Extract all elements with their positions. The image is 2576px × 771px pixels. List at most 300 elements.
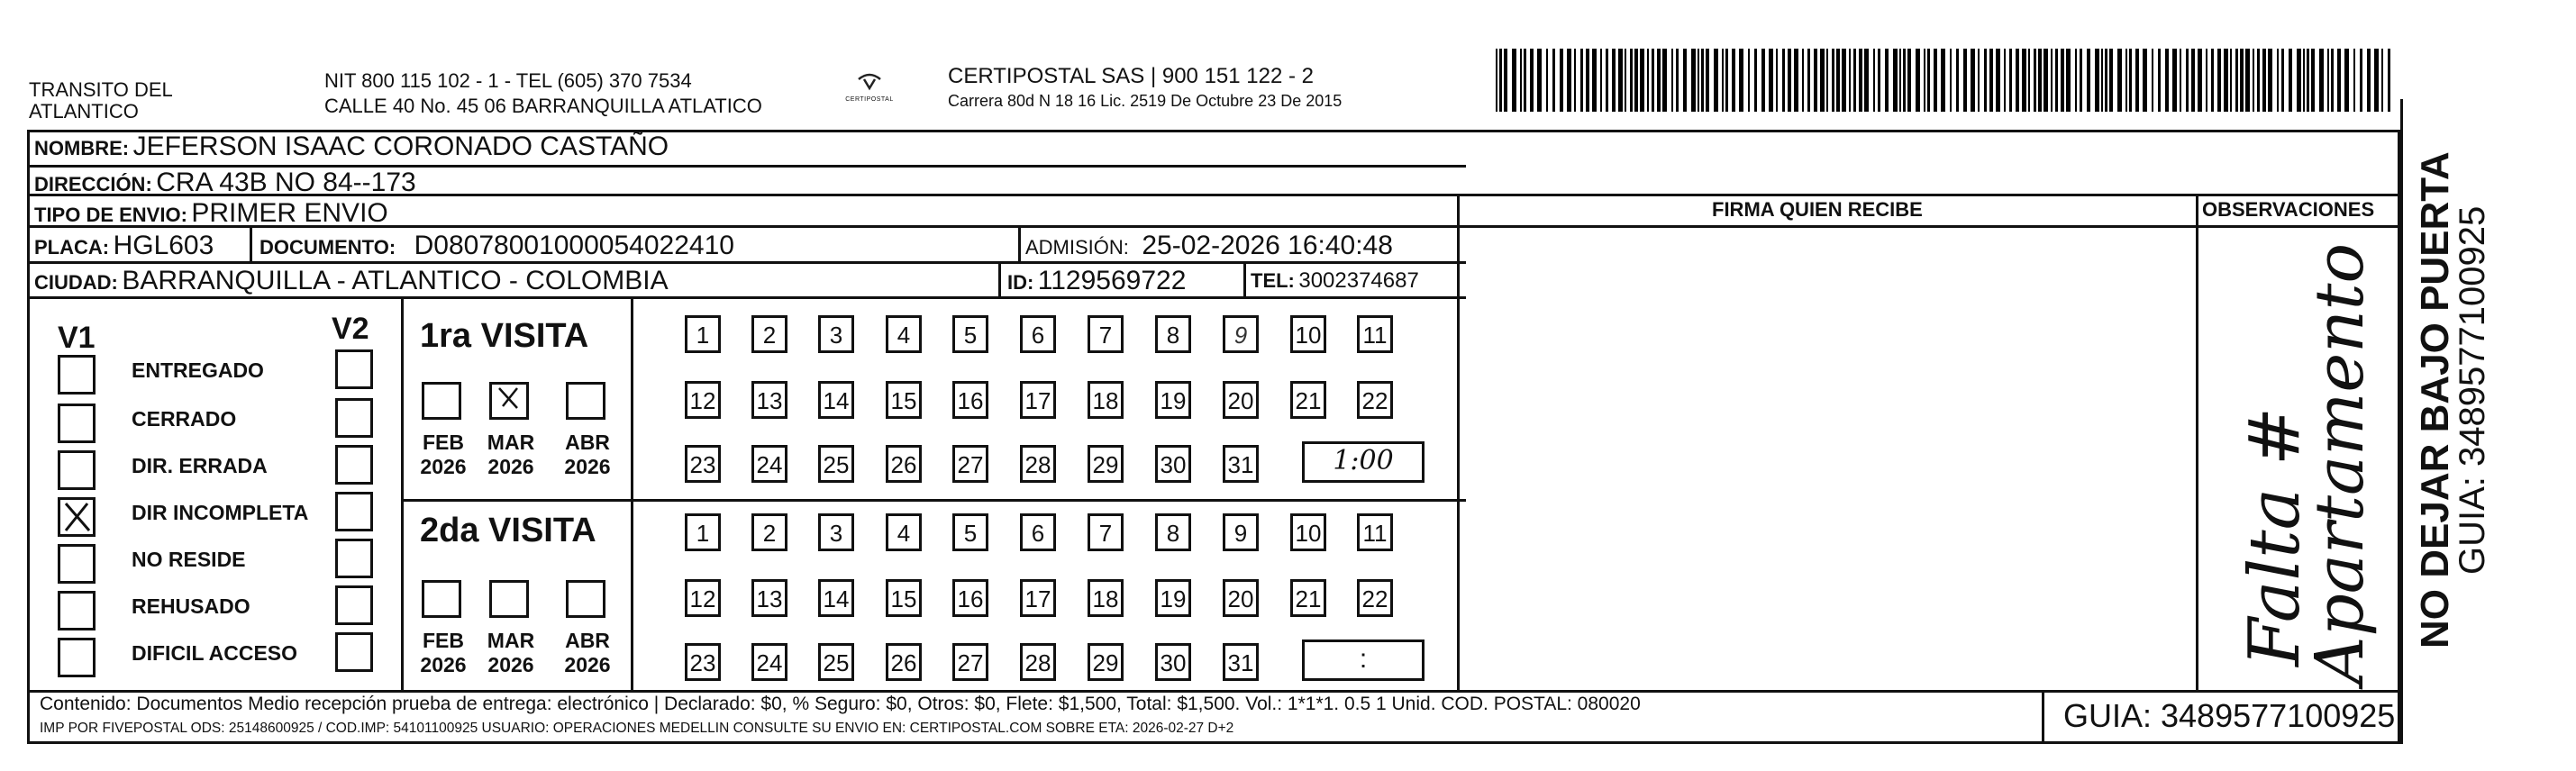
address-row [34, 168, 416, 198]
month-year: 2026 [564, 653, 611, 676]
barcode-bar [1676, 49, 1679, 112]
barcode-bar [1814, 49, 1817, 112]
month-label [484, 629, 538, 677]
status-reason-label: REHUSADO [132, 594, 250, 618]
barcode-bar [1782, 49, 1785, 112]
barcode-bar [1924, 49, 1925, 112]
plate-row [34, 231, 214, 261]
day-box[interactable]: 23 [685, 643, 721, 681]
barcode-bar [1820, 49, 1825, 112]
barcode-bar [1748, 49, 1750, 112]
send-type: PRIMER ENVIO [191, 198, 388, 228]
barcode-bar [2075, 49, 2077, 112]
header-nit: NIT 800 115 102 - 1 - TEL (605) 370 7534 [324, 69, 692, 92]
barcode-bar [1600, 49, 1602, 112]
barcode-bar [1714, 49, 1718, 112]
document-value: D08078001000054022410 [414, 231, 734, 260]
barcode-bar [1899, 49, 1901, 112]
day-box[interactable]: 11 [1357, 315, 1393, 353]
barcode-bar [1934, 49, 1937, 112]
side-warning: NO DEJAR BAJO PUERTA [2413, 151, 2457, 649]
day-box[interactable]: 8 [1155, 513, 1191, 551]
barcode-bar [2344, 49, 2349, 112]
barcode-bar [2087, 49, 2090, 112]
day-box[interactable]: 6 [1020, 513, 1056, 551]
barcode-bar [1788, 49, 1791, 112]
day-box[interactable]: 27 [952, 445, 988, 483]
barcode-bar [1761, 49, 1765, 112]
barcode-bar [1537, 49, 1542, 112]
barcode-bar [1927, 49, 1930, 112]
day-box[interactable]: 14 [818, 579, 854, 617]
barcode-bar [2337, 49, 2341, 112]
status-reason-label: DIR. ERRADA [132, 454, 268, 477]
barcode-bar [2331, 49, 2334, 112]
barcode-bar [2055, 49, 2058, 112]
v1-checkbox[interactable] [58, 404, 96, 443]
day-box[interactable]: 5 [952, 315, 988, 353]
name-row [34, 132, 669, 162]
footer-content: Contenido: Documentos Medio recepción prueba de entrega: electrónico | Declarado: $0, % Seguro: $0, Otros: $0, Flete: $1,500, Total: $1,500. Vol.: 1*1*1. 0.5 1 Unid. COD. POSTAL: 080020 [40, 694, 1641, 714]
barcode-bar [1956, 49, 1959, 112]
day-box[interactable]: 28 [1020, 445, 1056, 483]
plate-value: HGL603 [113, 231, 214, 260]
v2-label: V2 [332, 312, 369, 346]
v2-checkbox[interactable] [335, 398, 373, 438]
barcode-bar [1849, 49, 1851, 112]
barcode-bar [1524, 49, 1526, 112]
barcode-bar [1873, 49, 1875, 112]
barcode-bar [1853, 49, 1856, 112]
day-box[interactable]: 13 [751, 579, 787, 617]
barcode-bar [1640, 49, 1644, 112]
day-box[interactable]: 7 [1088, 315, 1124, 353]
barcode-bar [1630, 49, 1633, 112]
day-box[interactable]: 15 [886, 381, 922, 419]
barcode-bar [2034, 49, 2036, 112]
barcode-bar [1826, 49, 1828, 112]
barcode-bar [2224, 49, 2228, 112]
document-row [259, 231, 734, 261]
barcode-bar [1732, 49, 1735, 112]
time-box[interactable]: : [1302, 639, 1425, 681]
barcode-bar [1592, 49, 1597, 112]
barcode-bar [2105, 49, 2107, 112]
barcode-bar [2016, 49, 2019, 112]
barcode-bar [1662, 49, 1667, 112]
barcode-bar [2257, 49, 2260, 112]
barcode-bar [2217, 49, 2221, 112]
barcode-bar [2109, 49, 2113, 112]
barcode-bar [2101, 49, 2103, 112]
address-label: DIRECCIÓN: [34, 173, 152, 195]
barcode-bar [1836, 49, 1840, 112]
barcode-bar [1842, 49, 1846, 112]
month-checkbox[interactable] [422, 382, 461, 420]
barcode-bar [1701, 49, 1704, 112]
day-box[interactable]: 17 [1020, 579, 1056, 617]
barcode-bar [2367, 49, 2371, 112]
barcode-bar [2297, 49, 2301, 112]
day-box[interactable]: 23 [685, 445, 721, 483]
barcode-bar [2044, 49, 2048, 112]
barcode-bar [1530, 49, 1534, 112]
barcode-bar [1671, 49, 1673, 112]
day-box[interactable]: 3 [818, 315, 854, 353]
day-box[interactable]: 11 [1357, 513, 1393, 551]
day-box[interactable]: 29 [1088, 445, 1124, 483]
barcode-bar [2281, 49, 2284, 112]
barcode-bar [2051, 49, 2053, 112]
barcode-bar [1586, 49, 1589, 112]
logo-icon [851, 70, 887, 92]
barcode-bar [2289, 49, 2292, 112]
barcode-bar [1546, 49, 1548, 112]
month-name: FEB [423, 431, 464, 454]
v2-checkbox[interactable] [335, 632, 373, 672]
barcode-bar [2061, 49, 2064, 112]
observations-header [2202, 198, 2374, 222]
day-box[interactable]: 20 [1223, 579, 1259, 617]
barcode-bar [2009, 49, 2012, 112]
org-line-1: TRANSITO DEL [29, 78, 173, 101]
day-box[interactable]: 22 [1357, 381, 1393, 419]
side-guia: GUIA: 3489577100925 [2453, 205, 2492, 575]
barcode-bar [1794, 49, 1798, 112]
day-box[interactable]: 9 [1223, 315, 1259, 353]
barcode-bar [1634, 49, 1638, 112]
barcode-bar [2353, 49, 2355, 112]
day-box[interactable]: 19 [1155, 381, 1191, 419]
barcode-bar [1978, 49, 1980, 112]
barcode-bar [1606, 49, 1608, 112]
month-checkbox[interactable] [489, 382, 529, 420]
v1-checkbox[interactable] [58, 544, 96, 584]
barcode-bar [2198, 49, 2202, 112]
day-box[interactable]: 15 [886, 579, 922, 617]
barcode-bar [1963, 49, 1967, 112]
barcode-bar [2388, 49, 2390, 112]
day-box[interactable]: 16 [952, 579, 988, 617]
month-checkbox[interactable] [489, 580, 529, 618]
day-box[interactable]: 14 [818, 381, 854, 419]
month-name: MAR [487, 629, 535, 652]
day-box[interactable]: 19 [1155, 579, 1191, 617]
barcode-bar [1996, 49, 2000, 112]
visit1-title: 1ra VISITA [420, 317, 589, 355]
status-reason-label: CERRADO [132, 407, 237, 431]
month-checkbox[interactable] [422, 580, 461, 618]
barcode-bar [2180, 49, 2181, 112]
day-box[interactable]: 26 [886, 643, 922, 681]
day-box[interactable]: 2 [751, 513, 787, 551]
barcode-bar [1807, 49, 1810, 112]
barcode-bar [1864, 49, 1869, 112]
header-company: CERTIPOSTAL SAS | 900 151 122 - 2 [948, 64, 1314, 88]
month-label [416, 431, 470, 479]
day-box[interactable]: 10 [1290, 513, 1326, 551]
city-label: CIUDAD: [34, 271, 118, 294]
barcode-bar [1612, 49, 1616, 112]
month-label [416, 629, 470, 677]
city-row [34, 266, 669, 296]
barcode-bar [1941, 49, 1945, 112]
status-reason-label: NO RESIDE [132, 548, 246, 571]
day-box[interactable]: 12 [685, 579, 721, 617]
barcode-bar [2253, 49, 2254, 112]
barcode-bar [2381, 49, 2383, 112]
barcode-bar [2022, 49, 2026, 112]
day-box[interactable]: 21 [1290, 381, 1326, 419]
barcode-bar [1776, 49, 1778, 112]
v1-checkbox[interactable] [58, 497, 96, 537]
barcode-bar [2277, 49, 2279, 112]
v2-checkbox[interactable] [335, 492, 373, 531]
footer-print-info: IMP POR FIVEPOSTAL ODS: 25148600925 / COD.IMP: 54101100925 USUARIO: OPERACIONES MEDELLIN CONSULTE SU ENVIO EN: CERTIPOSTAL.COM SOBRE ETA: 2026-02-27 D+2 [40, 721, 1234, 736]
barcode-bar [1512, 49, 1516, 112]
status-reason-label: DIFICIL ACCESO [132, 641, 298, 665]
barcode-bar [1984, 49, 1987, 112]
barcode-bar [2158, 49, 2161, 112]
barcode-bar [1725, 49, 1728, 112]
day-box[interactable]: 3 [818, 513, 854, 551]
barcode-bar [2028, 49, 2030, 112]
barcode-bar [2172, 49, 2177, 112]
barcode-bar [2245, 49, 2250, 112]
month-name: FEB [423, 629, 464, 652]
month-label [560, 431, 614, 479]
barcode-bar [2191, 49, 2195, 112]
barcode-bar [1496, 49, 1497, 112]
observation-handwritten-1: Falta # [2235, 406, 2316, 667]
day-box[interactable]: 24 [751, 643, 787, 681]
v1-label: V1 [58, 321, 96, 355]
day-box[interactable]: 4 [886, 513, 922, 551]
barcode-bar [2235, 49, 2238, 112]
day-box[interactable]: 2 [751, 315, 787, 353]
v1-checkbox[interactable] [58, 355, 96, 395]
day-box[interactable]: 30 [1155, 445, 1191, 483]
barcode-bar [2319, 49, 2324, 112]
barcode-bar [1706, 49, 1709, 112]
logo-text: CERTIPOSTAL [845, 96, 894, 103]
barcode-bar [2327, 49, 2329, 112]
header-license: Carrera 80d N 18 16 Lic. 2519 De Octubre 23 De 2015 [948, 92, 1343, 110]
header-company-block [948, 65, 1342, 110]
barcode-bar [2303, 49, 2305, 112]
footer-guia: GUIA: 3489577100925 [2063, 697, 2396, 734]
day-box[interactable]: 1 [685, 315, 721, 353]
barcode-bar [2080, 49, 2082, 112]
day-box[interactable]: 4 [886, 315, 922, 353]
admission-label: ADMISIÓN: [1025, 236, 1129, 259]
send-type-row [34, 198, 388, 229]
recipient-name: JEFERSON ISAAC CORONADO CASTAÑO [132, 132, 669, 161]
day-box[interactable]: 29 [1088, 643, 1124, 681]
day-box[interactable]: 27 [952, 643, 988, 681]
month-year: 2026 [487, 653, 534, 676]
day-box[interactable]: 31 [1223, 643, 1259, 681]
barcode-bar [1722, 49, 1724, 112]
barcode-bar [1878, 49, 1880, 112]
barcode-bar [1520, 49, 1522, 112]
v1-checkbox[interactable] [58, 450, 96, 490]
v2-checkbox[interactable] [335, 445, 373, 485]
document-label: DOCUMENTO: [259, 236, 396, 259]
day-box[interactable]: 24 [751, 445, 787, 483]
v1-checkbox[interactable] [58, 591, 96, 630]
barcode-bar [1903, 49, 1906, 112]
barcode-bar [2152, 49, 2153, 112]
barcode-bar [2374, 49, 2379, 112]
certipostal-logo [842, 70, 897, 103]
barcode-bar [2307, 49, 2309, 112]
barcode-bar [2117, 49, 2122, 112]
barcode-bar [1893, 49, 1898, 112]
barcode-bar [1499, 49, 1502, 112]
day-box[interactable]: 25 [818, 643, 854, 681]
day-box[interactable]: 10 [1290, 315, 1326, 353]
v2-checkbox[interactable] [335, 585, 373, 625]
barcode-bar [1802, 49, 1804, 112]
month-year: 2026 [420, 455, 467, 478]
day-box[interactable]: 18 [1088, 579, 1124, 617]
recipient-address: CRA 43B NO 84--173 [156, 168, 416, 197]
barcode-bar [1859, 49, 1862, 112]
signature-header-label: FIRMA QUIEN RECIBE [1712, 198, 1923, 221]
day-box[interactable]: 22 [1357, 579, 1393, 617]
day-box[interactable]: 1 [685, 513, 721, 551]
barcode-bar [1907, 49, 1911, 112]
barcode-bar [1552, 49, 1555, 112]
barcode-bar [2095, 49, 2099, 112]
day-box[interactable]: 30 [1155, 643, 1191, 681]
barcode-bar [1683, 49, 1687, 112]
barcode [1496, 49, 2397, 112]
day-box[interactable]: 21 [1290, 579, 1326, 617]
barcode-bar [2186, 49, 2189, 112]
barcode-bar [1916, 49, 1920, 112]
id-label: ID: [1007, 271, 1034, 294]
barcode-bar [2129, 49, 2132, 112]
barcode-bar [2165, 49, 2169, 112]
observation-handwritten-2: Apartamento [2301, 242, 2379, 685]
time-box[interactable]: 1:00 [1302, 441, 1425, 483]
org-name [29, 79, 173, 122]
barcode-bar [1989, 49, 1993, 112]
day-box[interactable]: 20 [1223, 381, 1259, 419]
barcode-bar [1618, 49, 1623, 112]
barcode-bar [1832, 49, 1834, 112]
status-reason-label: DIR INCOMPLETA [132, 501, 309, 524]
v1-checkbox[interactable] [58, 638, 96, 677]
v2-checkbox[interactable] [335, 349, 373, 389]
barcode-bar [1504, 49, 1507, 112]
day-box[interactable]: 25 [818, 445, 854, 483]
barcode-bar [2135, 49, 2139, 112]
day-box[interactable]: 28 [1020, 643, 1056, 681]
barcode-bar [2262, 49, 2266, 112]
barcode-bar [2125, 49, 2127, 112]
admission-row [1025, 231, 1393, 261]
barcode-bar [1691, 49, 1696, 112]
month-label [560, 629, 614, 677]
barcode-bar [1652, 49, 1654, 112]
observations-header-label: OBSERVACIONES [2202, 198, 2375, 221]
barcode-bar [2211, 49, 2214, 112]
month-year: 2026 [420, 653, 467, 676]
id-row [1007, 266, 1186, 296]
header-address: CALLE 40 No. 45 06 BARRANQUILLA ATLATICO [324, 95, 762, 117]
barcode-bar [2206, 49, 2207, 112]
v2-checkbox[interactable] [335, 539, 373, 578]
day-box[interactable]: 7 [1088, 513, 1124, 551]
barcode-bar [1560, 49, 1563, 112]
day-box[interactable]: 9 [1223, 513, 1259, 551]
day-box[interactable]: 26 [886, 445, 922, 483]
day-box[interactable]: 12 [685, 381, 721, 419]
barcode-bar [2004, 49, 2006, 112]
month-name: ABR [565, 629, 610, 652]
barcode-bar [1739, 49, 1743, 112]
name-label: NOMBRE: [34, 137, 130, 159]
day-box[interactable]: 17 [1020, 381, 1056, 419]
plate-label: PLACA: [34, 236, 110, 259]
tel-label: TEL: [1251, 269, 1295, 292]
tel-row [1251, 268, 1419, 294]
day-box[interactable]: 18 [1088, 381, 1124, 419]
month-checkbox[interactable] [566, 580, 605, 618]
barcode-bar [2360, 49, 2362, 112]
barcode-bar [1657, 49, 1661, 112]
month-name: ABR [565, 431, 610, 454]
day-box[interactable]: 8 [1155, 315, 1191, 353]
barcode-bar [1971, 49, 1975, 112]
day-box[interactable]: 13 [751, 381, 787, 419]
barcode-bar [2230, 49, 2232, 112]
org-line-2: ATLANTICO [29, 100, 139, 122]
day-box[interactable]: 16 [952, 381, 988, 419]
month-year: 2026 [564, 455, 611, 478]
barcode-bar [2066, 49, 2071, 112]
signature-header [1712, 198, 1923, 222]
barcode-bar [2311, 49, 2315, 112]
barcode-bar [1567, 49, 1571, 112]
barcode-bar [1754, 49, 1757, 112]
day-box[interactable]: 5 [952, 513, 988, 551]
barcode-bar [2038, 49, 2042, 112]
month-name: MAR [487, 431, 535, 454]
month-checkbox[interactable] [566, 382, 605, 420]
month-year: 2026 [487, 455, 534, 478]
visit2-title: 2da VISITA [420, 512, 596, 549]
barcode-bar [1625, 49, 1626, 112]
check-x-icon [60, 500, 93, 534]
day-box[interactable]: 6 [1020, 315, 1056, 353]
id-value: 1129569722 [1037, 266, 1187, 295]
barcode-bar [2240, 49, 2244, 112]
barcode-bar [2143, 49, 2147, 112]
status-reason-label: ENTREGADO [132, 358, 264, 382]
send-type-label: TIPO DE ENVIO: [34, 204, 187, 226]
check-mark-icon [490, 381, 526, 415]
header-contact [324, 70, 762, 117]
day-box[interactable]: 31 [1223, 445, 1259, 483]
barcode-bar [1574, 49, 1576, 112]
city-value: BARRANQUILLA - ATLANTICO - COLOMBIA [122, 266, 669, 295]
barcode-bar [1885, 49, 1889, 112]
month-label [484, 431, 538, 479]
